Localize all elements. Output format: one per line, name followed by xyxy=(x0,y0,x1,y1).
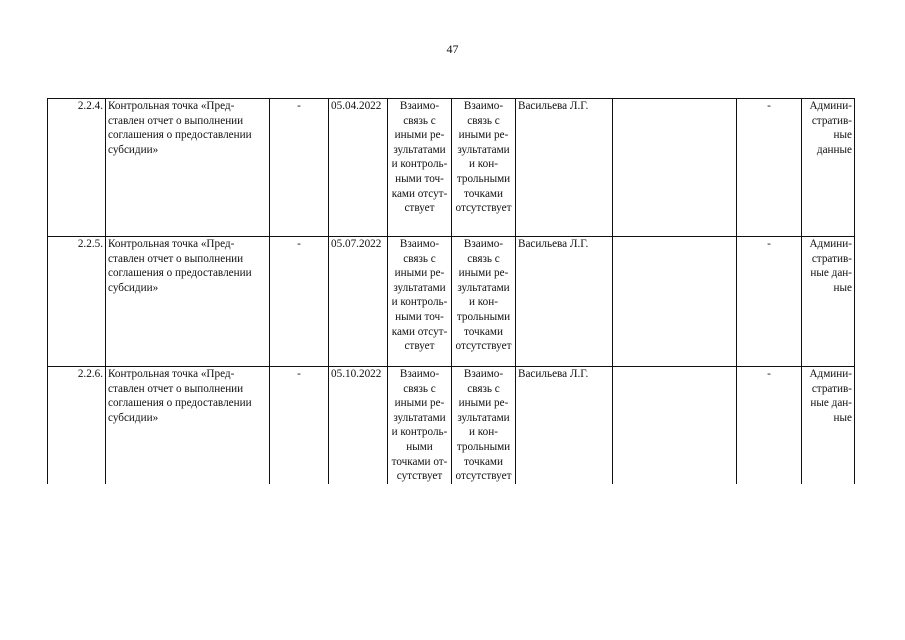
dash-cell-2: - xyxy=(737,237,802,367)
date-cell: 05.04.2022 xyxy=(329,99,388,237)
relation-cell-1: Взаимо- связь с иными ре- зультатами и контроль- ными точками от- сутствует xyxy=(388,367,452,484)
table-row xyxy=(48,237,855,367)
relation-cell-2: Взаимо- связь с иными ре- зультатами и кон- трольными точками отсутствует xyxy=(452,99,516,237)
relation-cell-1: Взаимо- связь с иными ре- зультатами и контроль- ными точ- ками отсут- ствует xyxy=(388,99,452,237)
relation-cell-2: Взаимо- связь с иными ре- зультатами и кон- трольными точками отсутствует xyxy=(452,367,516,484)
table-row xyxy=(48,99,855,237)
control-point-description: Контрольная точка «Пред- ставлен отчет о выполнении соглашения о предоставлении субсидии» xyxy=(106,99,270,237)
responsible-person: Васильева Л.Г. xyxy=(516,99,613,237)
control-point-description: Контрольная точка «Пред- ставлен отчет о выполнении соглашения о предоставлении субсидии» xyxy=(106,367,270,484)
dash-cell: - xyxy=(270,99,329,237)
data-source: Админи- стратив- ные данные xyxy=(802,99,855,237)
relation-cell-2: Взаимо- связь с иными ре- зультатами и кон- трольными точками отсутствует xyxy=(452,237,516,367)
dash-cell-2: - xyxy=(737,367,802,484)
row-number: 2.2.6. xyxy=(48,367,106,484)
empty-cell xyxy=(613,367,737,484)
page-number: 47 xyxy=(446,42,459,56)
dash-cell-2: - xyxy=(737,99,802,237)
control-point-description: Контрольная точка «Пред- ставлен отчет о выполнении соглашения о предоставлении субсидии» xyxy=(106,237,270,367)
data-source: Админи- стратив- ные дан- ные xyxy=(802,367,855,484)
data-source: Админи- стратив- ные дан- ные xyxy=(802,237,855,367)
empty-cell xyxy=(613,99,737,237)
row-number: 2.2.5. xyxy=(48,237,106,367)
date-cell: 05.10.2022 xyxy=(329,367,388,484)
relation-cell-1: Взаимо- связь с иными ре- зультатами и контроль- ными точ- ками отсут- ствует xyxy=(388,237,452,367)
responsible-person: Васильева Л.Г. xyxy=(516,237,613,367)
responsible-person: Васильева Л.Г. xyxy=(516,367,613,484)
dash-cell: - xyxy=(270,367,329,484)
control-points-table xyxy=(47,98,855,484)
dash-cell: - xyxy=(270,237,329,367)
row-number: 2.2.4. xyxy=(48,99,106,237)
empty-cell xyxy=(613,237,737,367)
date-cell: 05.07.2022 xyxy=(329,237,388,367)
table-row xyxy=(48,367,855,484)
